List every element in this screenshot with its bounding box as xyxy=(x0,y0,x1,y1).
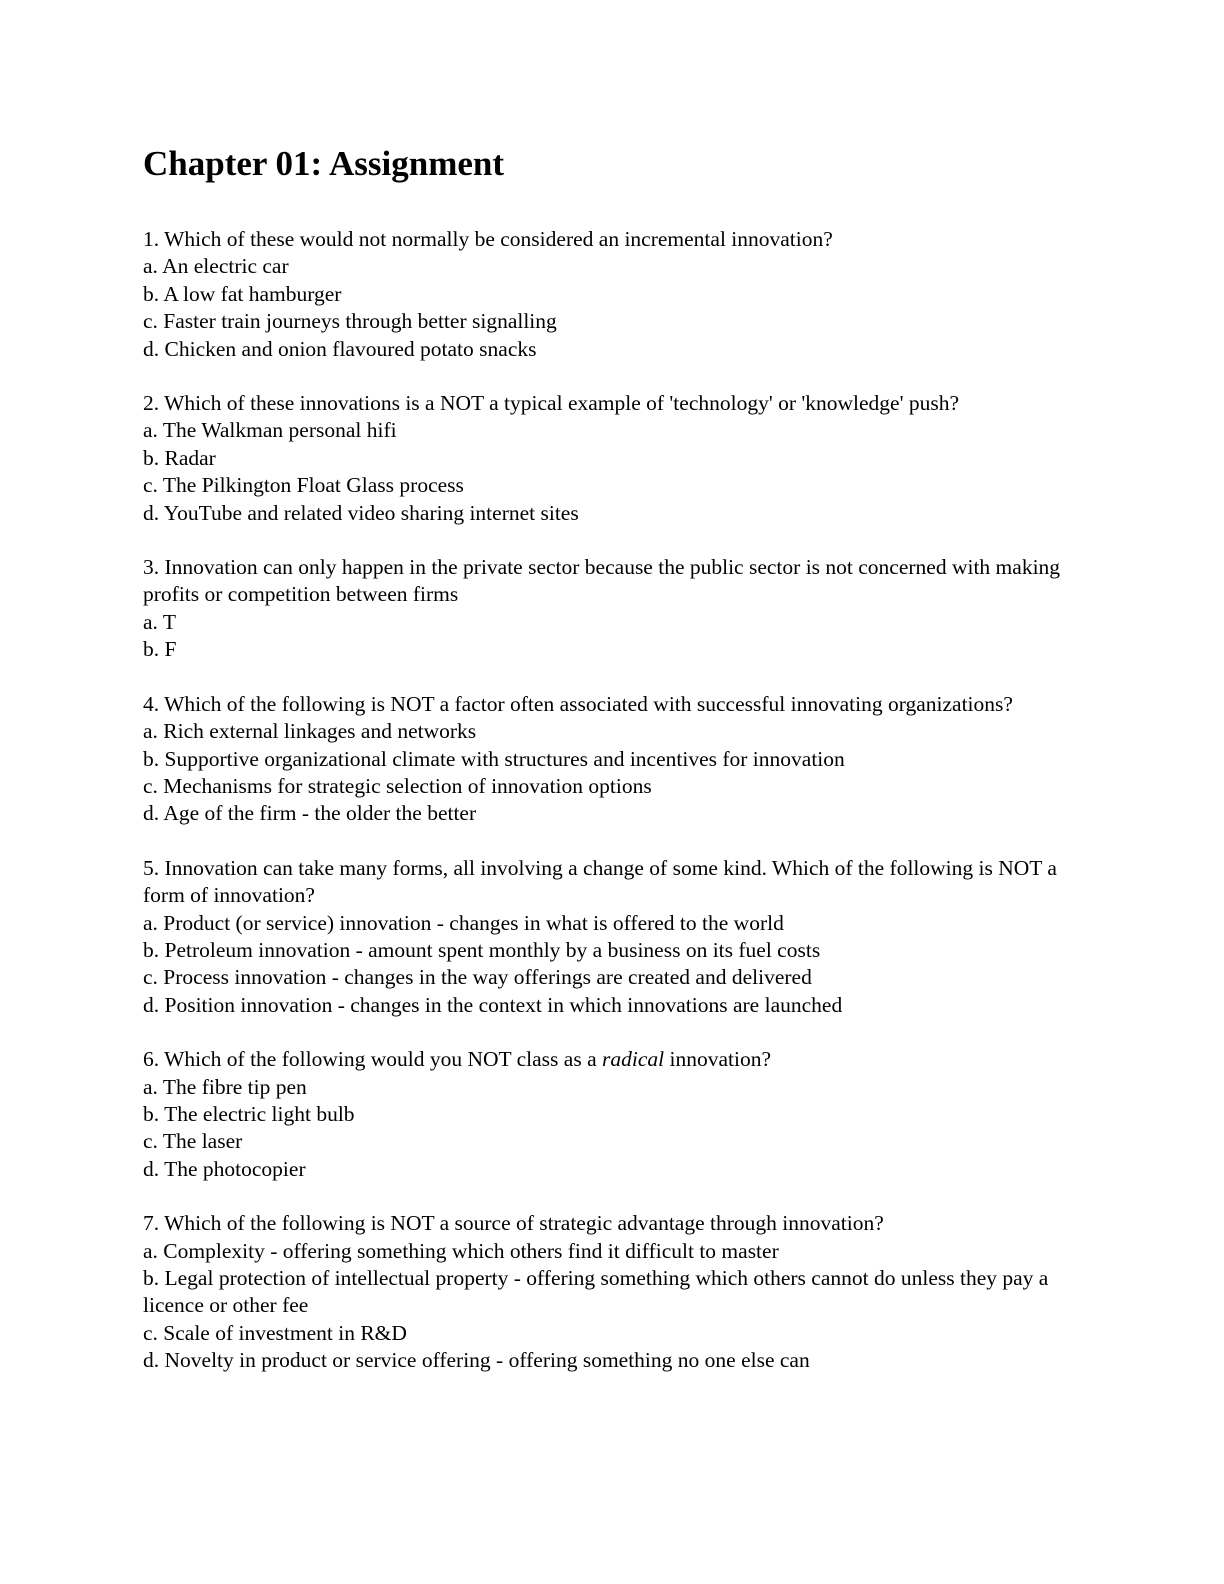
question-1 xyxy=(143,226,1083,363)
document-page xyxy=(143,142,1083,1402)
question-stem: 2. Which of these innovations is a NOT a typical example of 'technology' or 'knowledge' push? xyxy=(143,391,959,416)
question-stem: 4. Which of the following is NOT a factor often associated with successful innovating organizations? xyxy=(143,691,1013,716)
answer-option: d. Chicken and onion flavoured potato snacks xyxy=(143,336,537,361)
question-stem: 1. Which of these would not normally be considered an incremental innovation? xyxy=(143,227,833,251)
answer-option: c. The Pilkington Float Glass process xyxy=(143,473,464,498)
answer-option: b. F xyxy=(143,637,177,662)
answer-option: a. T xyxy=(143,609,177,634)
answer-option: c. Faster train journeys through better signalling xyxy=(143,309,557,334)
answer-option: a. The fibre tip pen xyxy=(143,1074,307,1099)
question-3 xyxy=(143,554,1083,664)
answer-option: a. The Walkman personal hifi xyxy=(143,418,397,443)
page-title: Chapter 01: Assignment xyxy=(143,144,505,183)
question-5 xyxy=(143,855,1083,1019)
question-6 xyxy=(143,1046,1083,1183)
question-stem: 7. Which of the following is NOT a source of strategic advantage through innovation? xyxy=(143,1211,884,1236)
question-stem xyxy=(143,1046,1083,1073)
answer-option: d. Novelty in product or service offering - offering something no one else can xyxy=(143,1348,810,1373)
answer-option: b. A low fat hamburger xyxy=(143,281,342,306)
answer-option: b. Radar xyxy=(143,445,216,470)
question-stem-text: innovation? xyxy=(664,1047,771,1072)
question-stem-text: 6. Which of the following would you NOT class as a xyxy=(143,1047,602,1072)
answer-option: b. Supportive organizational climate with structures and incentives for innovation xyxy=(143,746,845,771)
answer-option: d. Age of the firm - the older the better xyxy=(143,801,477,826)
answer-option: b. The electric light bulb xyxy=(143,1101,355,1126)
answer-option: a. Rich external linkages and networks xyxy=(143,719,477,744)
question-2 xyxy=(143,390,1083,527)
answer-option: b. Legal protection of intellectual property - offering something which others cannot do unless they pay a licence or other fee xyxy=(143,1266,1049,1318)
question-stem: 5. Innovation can take many forms, all involving a change of some kind. Which of the following is NOT a form of innovation? xyxy=(143,855,1057,908)
answer-option: c. Scale of investment in R&D xyxy=(143,1320,407,1345)
answer-option: a. Product (or service) innovation - changes in what is offered to the world xyxy=(143,910,784,935)
answer-option: a. An electric car xyxy=(143,254,289,279)
answer-option: d. The photocopier xyxy=(143,1156,306,1181)
answer-option: a. Complexity - offering something which others find it difficult to master xyxy=(143,1238,779,1263)
answer-option: b. Petroleum innovation - amount spent monthly by a business on its fuel costs xyxy=(143,937,821,962)
question-4 xyxy=(143,691,1083,828)
answer-option: d. Position innovation - changes in the context in which innovations are launched xyxy=(143,992,843,1017)
answer-option: c. Mechanisms for strategic selection of innovation options xyxy=(143,773,652,798)
question-stem-emphasis: radical xyxy=(602,1047,665,1072)
question-7 xyxy=(143,1210,1083,1374)
answer-option: c. The laser xyxy=(143,1129,243,1154)
question-stem: 3. Innovation can only happen in the private sector because the public sector is not concerned with making profits or competition between firms xyxy=(143,555,1061,607)
answer-option: d. YouTube and related video sharing internet sites xyxy=(143,500,579,525)
answer-option: c. Process innovation - changes in the way offerings are created and delivered xyxy=(143,965,812,990)
